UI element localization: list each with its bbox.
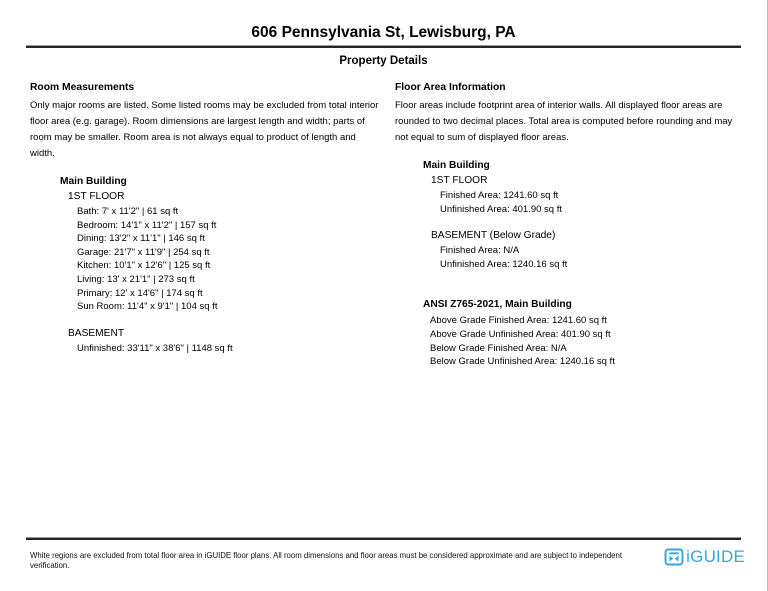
ansi-area-value: Below Grade Unfinished Area: 1240.16 sq ft: [430, 356, 615, 368]
area-value: Finished Area: N/A: [440, 245, 520, 257]
iguide-logo-text: iGUIDE: [686, 547, 745, 566]
content-columns: [0, 68, 767, 369]
page-subtitle: Property Details: [339, 55, 428, 67]
ansi-heading: ANSI Z765-2021, Main Building: [423, 299, 572, 311]
floor-name: BASEMENT: [68, 327, 125, 339]
room-measurement: Dining: 13'2" x 11'1" | 146 sq ft: [77, 233, 205, 245]
floor-block-basement: [68, 327, 395, 356]
ansi-section: [423, 298, 743, 368]
building-name: Main Building: [423, 160, 490, 171]
room-measurement: Primary: 12' x 14'6" | 174 sq ft: [77, 287, 203, 299]
building-name: Main Building: [60, 176, 127, 187]
room-measurements-section: [30, 68, 395, 369]
area-value: Unfinished Area: 1240.16 sq ft: [440, 258, 568, 270]
floor-area-section: [395, 68, 743, 369]
area-value: Unfinished Area: 401.90 sq ft: [440, 203, 562, 215]
area-list-1st-floor: [440, 189, 743, 216]
floor-area-block-1st-floor: [431, 174, 743, 216]
floor-block-1st-floor: [68, 190, 395, 314]
page-title: 606 Pennsylvania St, Lewisburg, PA: [251, 24, 516, 41]
area-list-basement: [440, 244, 743, 271]
floor-name: 1ST FLOOR: [431, 175, 488, 186]
room-list-1st-floor: [77, 205, 395, 314]
room-measurement: Bedroom: 14'1" x 11'2" | 157 sq ft: [77, 219, 217, 231]
floor-area-description: Floor areas include footprint area of interior walls. All displayed floor areas are rounded to two decimal places. Total area is computed before rounding and may not equal to sum of displayed floor areas.: [395, 100, 733, 143]
room-measurement: Unfinished: 33'11" x 38'6" | 1148 sq ft: [77, 342, 233, 354]
room-measurement: Garage: 21'7" x 11'9" | 254 sq ft: [77, 246, 210, 258]
room-measurements-description: Only major rooms are listed. Some listed rooms may be excluded from total interior floor area (e.g. garage). Room dimensions are largest length and width; parts of room may be smaller. Room area is not always equal to product of length and width.: [30, 100, 379, 159]
iguide-logo-icon: [664, 547, 684, 567]
room-measurements-building: [60, 175, 395, 355]
footer-divider: [26, 538, 741, 540]
ansi-area-value: Above Grade Unfinished Area: 401.90 sq ft: [430, 328, 611, 340]
ansi-area-value: Above Grade Finished Area: 1241.60 sq ft: [430, 315, 607, 327]
footer-disclaimer: White regions are excluded from total floor area in iGUIDE floor plans. All room dimensions and floor areas must be considered approximate and are subject to independent verification.: [30, 551, 623, 570]
header-divider: [26, 46, 741, 48]
room-list-basement: [77, 342, 395, 356]
area-value: Finished Area: 1241.60 sq ft: [440, 190, 559, 201]
floor-name: BASEMENT (Below Grade): [431, 230, 556, 242]
room-measurement: Kitchen: 10'1" x 12'6" | 125 sq ft: [77, 260, 211, 272]
footer: [30, 547, 745, 571]
floor-name: 1ST FLOOR: [68, 191, 125, 202]
room-measurement: Bath: 7' x 11'2" | 61 sq ft: [77, 206, 179, 217]
ansi-area-value: Below Grade Finished Area: N/A: [430, 342, 567, 354]
floor-area-block-basement: [431, 229, 743, 271]
floor-area-building: [423, 159, 743, 271]
room-measurement: Sun Room: 11'4" x 9'1" | 104 sq ft: [77, 301, 218, 313]
room-measurements-heading: Room Measurements: [30, 82, 135, 93]
floor-area-heading: Floor Area Information: [395, 82, 506, 93]
iguide-logo: [664, 547, 745, 567]
room-measurement: Living: 13' x 21'1" | 273 sq ft: [77, 273, 195, 285]
ansi-list: [430, 314, 743, 368]
